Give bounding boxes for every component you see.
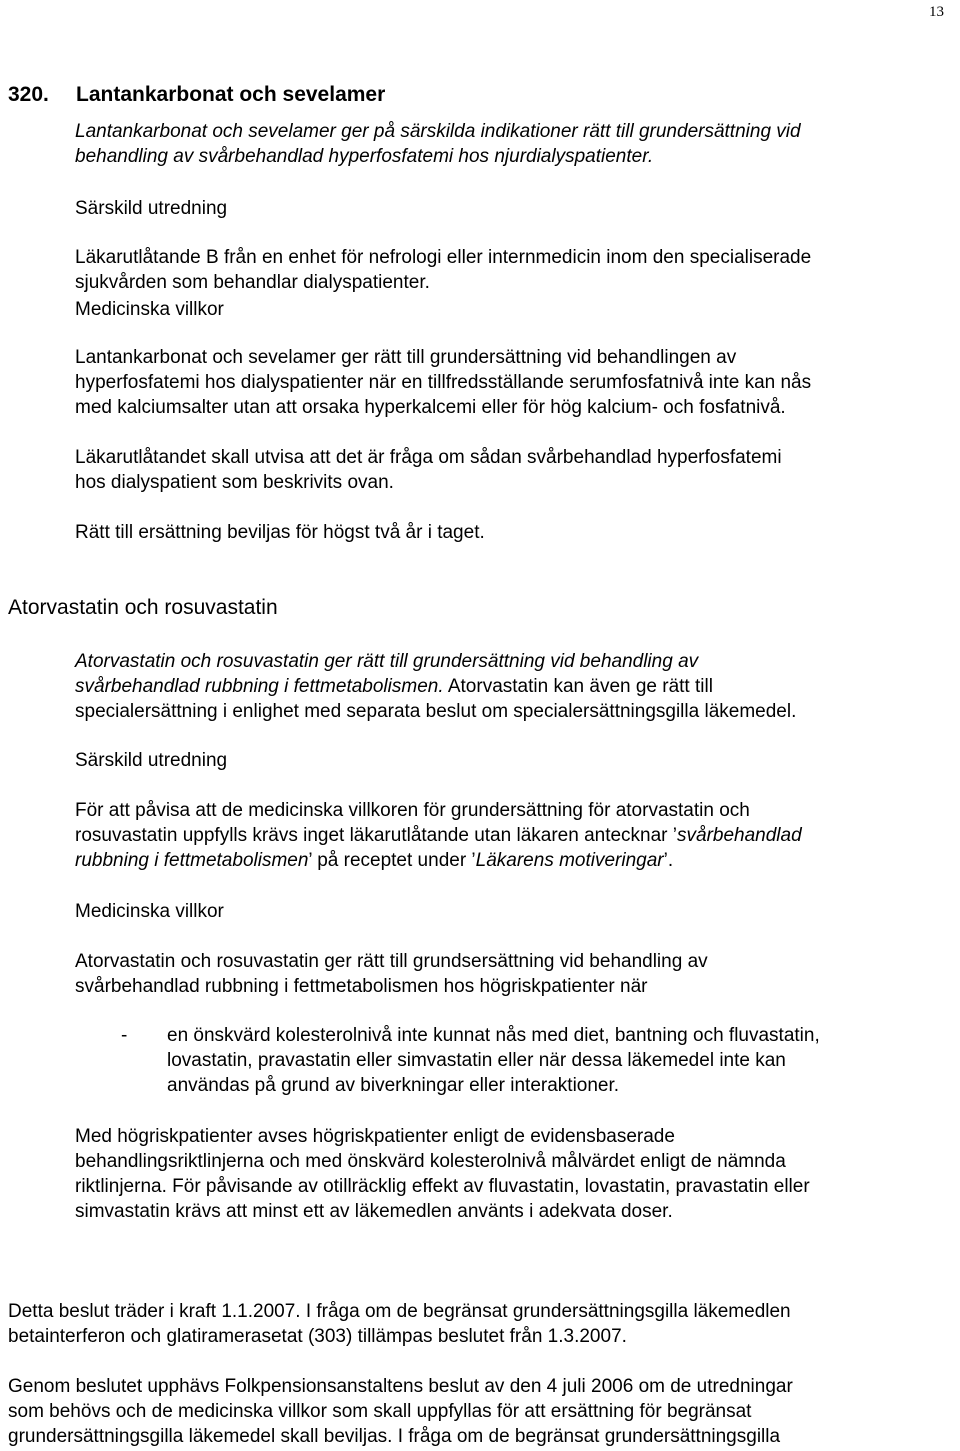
section-heading-320 <box>8 82 385 107</box>
atorva-subheading-sarskild-utredning: Särskild utredning <box>75 750 228 771</box>
atorva-sarskild-line-1: För att påvisa att de medicinska villkoren för grundersättning för atorvastatin och <box>75 800 750 821</box>
atorva-intro-line-2-rest: Atorvastatin kan även ge rätt till <box>443 676 713 697</box>
atorva-subheading-medicinska-villkor: Medicinska villkor <box>75 901 224 922</box>
atorva-intro-line-1: Atorvastatin och rosuvastatin ger rätt till grundersättning vid behandling av <box>75 651 699 672</box>
page-number: 13 <box>929 4 944 20</box>
atorva-intro-line-2-italic: svårbehandlad rubbning i fettmetabolismen. <box>75 676 444 697</box>
section-number: 320. <box>8 83 49 106</box>
atorva-intro-line-3: specialersättning i enlighet med separata beslut om specialersättningsgilla läkemedel. <box>75 701 797 722</box>
atorva-sarskild-text <box>75 798 802 873</box>
villkor-paragraph-3: Rätt till ersättning beviljas för högst två år i taget. <box>75 522 485 543</box>
atorva-sarskild-line-3b: ’ på receptet under ’ <box>308 850 476 871</box>
atorva-villkor-paragraph-1: Atorvastatin och rosuvastatin ger rätt till grundsersättning vid behandling av svårbehandlad rubbning i fettmetabolismen hos högriskpatienter när <box>75 951 708 997</box>
subheading-sarskild-utredning: Särskild utredning <box>75 198 228 219</box>
atorva-intro <box>75 649 796 724</box>
list-item: en önskvärd kolesterolnivå inte kunnat nås med diet, bantning och fluvastatin, lovastatin, pravastatin eller simvastatin eller när dessa läkemedel inte kan användas på grund av biverkningar eller interaktioner. <box>167 1025 820 1096</box>
intro-text: Lantankarbonat och sevelamer ger på särskilda indikationer rätt till grundersättning vid behandling av svårbehandlad hyperfosfatemi hos njurdialyspatienter. <box>75 121 801 167</box>
villkor-paragraph-2: Läkarutlåtandet skall utvisa att det är fråga om sådan svårbehandlad hyperfosfatemi hos dialyspatient som beskrivits ovan. <box>75 447 782 493</box>
atorva-sarskild-line-2b: svårbehandlad <box>677 825 802 846</box>
section-title: Lantankarbonat och sevelamer <box>76 83 386 106</box>
list-dash: - <box>121 1025 128 1046</box>
subheading-medicinska-villkor: Medicinska villkor <box>75 299 224 320</box>
atorva-sarskild-line-3c: Läkarens motiveringar <box>475 850 664 871</box>
atorva-villkor-paragraph-2: Med högriskpatienter avses högriskpatienter enligt de evidensbaserade behandlingsriktlinjerna och med önskvärd kolesterolnivå målvärdet enligt de nämnda riktlinjerna. För påvisande av otillräcklig effekt av fluvastatin, lovastatin, pravastatin eller simvastatin krävs att minst ett av läkemedlen använts i adekvata doser. <box>75 1126 810 1222</box>
atorva-sarskild-line-3d: ’. <box>663 850 674 871</box>
atorva-sarskild-line-3a: rubbning i fettmetabolismen <box>75 850 309 871</box>
sarskild-utredning-text: Läkarutlåtande B från en enhet för nefrologi eller internmedicin inom den specialiserade sjukvården som behandlar dialyspatienter. <box>75 247 812 293</box>
atorva-sarskild-line-2a: rosuvastatin uppfylls krävs inget läkarutlåtande utan läkaren antecknar ’ <box>75 825 678 846</box>
footer-paragraph-1: Detta beslut träder i kraft 1.1.2007. I fråga om de begränsat grundersättningsgilla läkemedlen betainterferon och glatiramerasetat (303) tillämpas beslutet från 1.3.2007. <box>8 1301 791 1347</box>
section-heading-atorvastatin: Atorvastatin och rosuvastatin <box>8 596 278 619</box>
footer-paragraph-2: Genom beslutet upphävs Folkpensionsanstaltens beslut av den 4 juli 2006 om de utredningar som behövs och de medicinska villkor som skall uppfyllas för att ersättning för begränsat grundersättningsgilla läkemedel skall beviljas. I fråga om de begränsat grundersättningsgilla <box>8 1376 793 1447</box>
villkor-paragraph-1: Lantankarbonat och sevelamer ger rätt till grundersättning vid behandlingen av hyperfosfatemi hos dialyspatienter när en tillfredsställande serumfosfatnivå inte kan nås med kalciumsalter utan att orsaka hyperkalcemi eller för hög kalcium- och fosfatnivå. <box>75 347 812 418</box>
